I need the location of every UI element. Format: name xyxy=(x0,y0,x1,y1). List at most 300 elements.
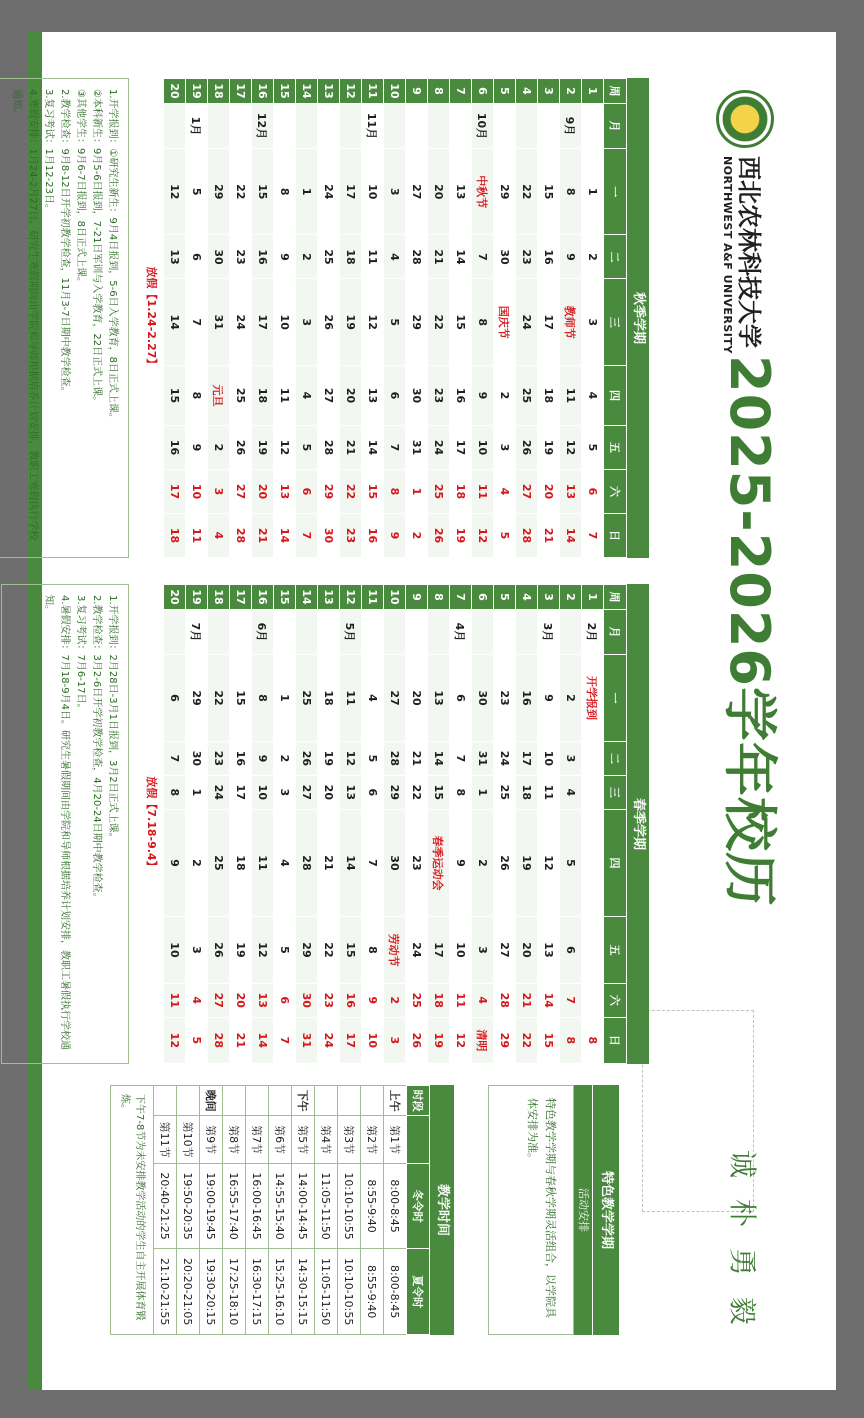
day-cell: 6 xyxy=(384,365,406,425)
period-label xyxy=(315,1086,338,1116)
month-label xyxy=(274,610,296,655)
spring-week-row xyxy=(450,585,472,1064)
spring-week-row xyxy=(428,585,450,1064)
fall-note-line: 4.寒假安排：1月24-2月27日。研究生寒假期间由学院和导师根据培养计划安排，教职工寒假执行学校通知。 xyxy=(11,89,38,541)
day-cell: 13 xyxy=(538,917,560,984)
month-label xyxy=(296,104,318,149)
month-label xyxy=(516,610,538,655)
feature-subtitle: 活动安排 xyxy=(574,1085,593,1335)
teaching-time-table xyxy=(153,1085,430,1335)
day-cell: 22 xyxy=(208,655,230,742)
period-label xyxy=(361,1086,384,1116)
day-cell: 24 xyxy=(516,279,538,365)
time-row xyxy=(246,1086,269,1335)
fall-semester-title: 秋季学期 xyxy=(627,78,649,558)
day-cell: 10 xyxy=(450,917,472,984)
day-cell: 23 xyxy=(340,513,362,557)
day-cell: 2 xyxy=(384,983,406,1017)
winter-time: 8:00-8:45 xyxy=(384,1163,407,1249)
week-number: 2 xyxy=(560,585,582,610)
day-cell: 4 xyxy=(472,983,494,1017)
day-cell: 18 xyxy=(428,983,450,1017)
day-cell: 19 xyxy=(516,809,538,916)
day-cell: 19 xyxy=(538,426,560,470)
day-cell: 2 xyxy=(472,809,494,916)
week-number: 14 xyxy=(296,585,318,610)
day-cell: 7 xyxy=(296,513,318,557)
day-cell: 10 xyxy=(252,775,274,809)
day-cell: 27 xyxy=(406,149,428,235)
month-label xyxy=(560,610,582,655)
day-cell: 30 xyxy=(472,655,494,742)
day-cell: 28 xyxy=(230,513,252,557)
day-cell: 8 xyxy=(362,917,384,984)
day-cell: 24 xyxy=(318,1017,340,1063)
day-cell: 3 xyxy=(208,469,230,513)
day-cell: 17 xyxy=(340,1017,362,1063)
spring-week-row xyxy=(384,585,406,1064)
class-slot: 第4节 xyxy=(315,1116,338,1163)
month-label xyxy=(406,610,428,655)
day-cell: 教师节 xyxy=(560,279,582,365)
day-cell: 12 xyxy=(362,279,384,365)
day-cell: 15 xyxy=(428,775,450,809)
day-cell: 29 xyxy=(208,149,230,235)
day-cell: 8 xyxy=(560,149,582,235)
day-cell: 9 xyxy=(384,513,406,557)
day-cell: 8 xyxy=(450,775,472,809)
fall-weekday-header: 四 xyxy=(604,365,627,425)
day-cell: 24 xyxy=(406,917,428,984)
fall-week-row xyxy=(384,79,406,558)
day-cell: 12 xyxy=(450,1017,472,1063)
day-cell: 26 xyxy=(494,809,516,916)
school-name-cn: 西北农林科技大学 xyxy=(735,156,764,348)
day-cell: 21 xyxy=(252,513,274,557)
day-cell: 26 xyxy=(406,1017,428,1063)
day-cell: 29 xyxy=(494,149,516,235)
month-label xyxy=(384,610,406,655)
day-cell: 20 xyxy=(230,983,252,1017)
day-cell: 14 xyxy=(362,426,384,470)
day-cell: 29 xyxy=(406,279,428,365)
fall-week-row xyxy=(164,79,186,558)
summer-time: 17:25-18:10 xyxy=(223,1249,246,1335)
time-row xyxy=(338,1086,361,1335)
day-cell: 17 xyxy=(164,469,186,513)
day-cell: 28 xyxy=(318,426,340,470)
day-cell: 29 xyxy=(494,1017,516,1063)
day-cell: 21 xyxy=(516,983,538,1017)
day-cell: 25 xyxy=(406,983,428,1017)
day-cell: 30 xyxy=(208,235,230,279)
summer-time: 10:10-10:55 xyxy=(338,1249,361,1335)
day-cell: 4 xyxy=(560,775,582,809)
winter-time: 20:40-21:25 xyxy=(154,1163,177,1249)
spring-week-row xyxy=(472,585,494,1064)
day-cell: 25 xyxy=(318,235,340,279)
day-cell: 18 xyxy=(230,809,252,916)
day-cell: 9 xyxy=(164,809,186,916)
day-cell: 12 xyxy=(274,426,296,470)
day-cell: 9 xyxy=(450,809,472,916)
day-cell: 22 xyxy=(516,1017,538,1063)
day-cell: 22 xyxy=(428,279,450,365)
day-cell: 25 xyxy=(296,655,318,742)
day-cell: 31 xyxy=(208,279,230,365)
day-cell: 12 xyxy=(252,917,274,984)
day-cell: 1 xyxy=(582,149,604,235)
spring-week-row xyxy=(340,585,362,1064)
day-cell: 20 xyxy=(340,365,362,425)
day-cell: 20 xyxy=(406,655,428,742)
day-cell: 5 xyxy=(274,917,296,984)
week-number: 5 xyxy=(494,79,516,104)
week-number: 11 xyxy=(362,585,384,610)
day-cell: 17 xyxy=(252,279,274,365)
day-cell: 22 xyxy=(516,149,538,235)
spring-week-row xyxy=(296,585,318,1064)
month-label xyxy=(318,104,340,149)
day-cell: 26 xyxy=(230,426,252,470)
day-cell: 3 xyxy=(472,917,494,984)
fall-week-row xyxy=(252,79,274,558)
day-cell: 17 xyxy=(428,917,450,984)
month-label xyxy=(428,104,450,149)
spring-break-label: 放假【7.18-9.4】 xyxy=(142,585,164,1064)
day-cell: 21 xyxy=(340,426,362,470)
month-label xyxy=(230,610,252,655)
fall-note-line: ②本科新生：9月5-6日报到，7-21日军训与入学教育，22日正式上课。 xyxy=(91,89,102,407)
day-cell xyxy=(582,809,604,916)
day-cell: 21 xyxy=(230,1017,252,1063)
month-label xyxy=(362,610,384,655)
day-cell: 17 xyxy=(340,149,362,235)
spring-note-line: 1.开学报到：2月28日-3月1日报到，3月2日正式上课。 xyxy=(107,595,118,843)
winter-time: 14:55-15:40 xyxy=(269,1163,292,1249)
day-cell: 10 xyxy=(362,149,384,235)
period-label: 下午 xyxy=(292,1086,315,1116)
day-cell: 18 xyxy=(164,513,186,557)
day-cell: 清明 xyxy=(472,1017,494,1063)
fall-weekday-header: 一 xyxy=(604,149,627,235)
day-cell: 2 xyxy=(560,655,582,742)
day-cell: 31 xyxy=(406,426,428,470)
day-cell: 29 xyxy=(384,775,406,809)
day-cell: 19 xyxy=(428,1017,450,1063)
winter-time: 16:55-17:40 xyxy=(223,1163,246,1249)
month-label: 5月 xyxy=(340,610,362,655)
day-cell: 10 xyxy=(472,426,494,470)
week-number: 5 xyxy=(494,585,516,610)
summer-time: 8:55-9:40 xyxy=(361,1249,384,1335)
week-number: 7 xyxy=(450,79,472,104)
week-number: 11 xyxy=(362,79,384,104)
day-cell: 18 xyxy=(252,365,274,425)
week-number: 4 xyxy=(516,79,538,104)
day-cell: 23 xyxy=(428,365,450,425)
day-cell: 4 xyxy=(362,655,384,742)
day-cell: 21 xyxy=(406,742,428,776)
day-cell: 2 xyxy=(274,742,296,776)
day-cell: 3 xyxy=(494,426,516,470)
fall-week-row xyxy=(428,79,450,558)
day-cell: 7 xyxy=(164,742,186,776)
day-cell: 14 xyxy=(538,983,560,1017)
day-cell: 12 xyxy=(560,426,582,470)
day-cell: 6 xyxy=(296,469,318,513)
day-cell: 11 xyxy=(186,513,208,557)
spring-week-row xyxy=(362,585,384,1064)
day-cell: 15 xyxy=(340,917,362,984)
time-header: 冬令时 xyxy=(407,1163,430,1249)
month-label: 3月 xyxy=(538,610,560,655)
day-cell: 4 xyxy=(494,469,516,513)
day-cell: 3 xyxy=(296,279,318,365)
fall-break-label: 放假【1.24-2.27】 xyxy=(142,79,164,558)
day-cell: 16 xyxy=(252,235,274,279)
period-label: 晚间 xyxy=(200,1086,223,1116)
day-cell: 7 xyxy=(362,809,384,916)
day-cell: 27 xyxy=(208,983,230,1017)
day-cell: 29 xyxy=(318,469,340,513)
time-row xyxy=(315,1086,338,1335)
day-cell: 22 xyxy=(406,775,428,809)
day-cell: 16 xyxy=(538,235,560,279)
day-cell: 14 xyxy=(340,809,362,916)
day-cell: 12 xyxy=(164,1017,186,1063)
day-cell: 16 xyxy=(450,365,472,425)
day-cell: 13 xyxy=(362,365,384,425)
day-cell: 10 xyxy=(362,1017,384,1063)
day-cell: 15 xyxy=(362,469,384,513)
day-cell: 14 xyxy=(428,742,450,776)
day-cell: 12 xyxy=(340,742,362,776)
day-cell: 8 xyxy=(472,279,494,365)
fall-note-line: 2.教学检查：9月8-12日开学初教学检查，11月3-7日期中教学检查。 xyxy=(59,89,70,397)
day-cell: 7 xyxy=(186,279,208,365)
week-number: 1 xyxy=(582,585,604,610)
day-cell: 15 xyxy=(252,149,274,235)
day-cell: 27 xyxy=(384,655,406,742)
day-cell: 30 xyxy=(494,235,516,279)
day-cell: 1 xyxy=(186,775,208,809)
day-cell: 9 xyxy=(252,742,274,776)
day-cell: 16 xyxy=(362,513,384,557)
fall-calendar-table xyxy=(141,78,627,558)
day-cell: 20 xyxy=(538,469,560,513)
day-cell: 17 xyxy=(230,775,252,809)
day-cell: 9 xyxy=(362,983,384,1017)
week-number: 18 xyxy=(208,79,230,104)
day-cell: 8 xyxy=(186,365,208,425)
day-cell: 2 xyxy=(494,365,516,425)
day-cell: 30 xyxy=(318,513,340,557)
week-number: 14 xyxy=(296,79,318,104)
day-cell: 5 xyxy=(186,149,208,235)
spring-week-row xyxy=(252,585,274,1064)
week-number: 13 xyxy=(318,585,340,610)
day-cell: 2 xyxy=(406,513,428,557)
spring-break-row xyxy=(142,585,164,1064)
day-cell: 11 xyxy=(538,775,560,809)
day-cell: 6 xyxy=(362,775,384,809)
spring-week-row xyxy=(274,585,296,1064)
day-cell: 劳动节 xyxy=(384,917,406,984)
day-cell: 23 xyxy=(318,983,340,1017)
summer-time: 14:30-15:15 xyxy=(292,1249,315,1335)
day-cell: 10 xyxy=(186,469,208,513)
class-slot: 第2节 xyxy=(361,1116,384,1163)
teaching-time-title: 教学时间 xyxy=(430,1085,454,1335)
winter-time: 8:55-9:40 xyxy=(361,1163,384,1249)
day-cell: 21 xyxy=(538,513,560,557)
day-cell: 31 xyxy=(472,742,494,776)
summer-time: 15:25-16:10 xyxy=(269,1249,292,1335)
winter-time: 10:10-10:55 xyxy=(338,1163,361,1249)
day-cell: 8 xyxy=(252,655,274,742)
spring-weekday-header: 四 xyxy=(604,809,627,916)
day-cell: 30 xyxy=(296,983,318,1017)
day-cell: 19 xyxy=(318,742,340,776)
fall-week-row xyxy=(318,79,340,558)
month-label: 7月 xyxy=(186,610,208,655)
fall-week-row xyxy=(450,79,472,558)
day-cell: 20 xyxy=(428,149,450,235)
day-cell: 15 xyxy=(164,365,186,425)
day-cell: 10 xyxy=(274,279,296,365)
week-number: 15 xyxy=(274,585,296,610)
week-number: 8 xyxy=(428,585,450,610)
period-label xyxy=(177,1086,200,1116)
spring-note-line: 2.教学检查：3月2-6日开学初教学检查，4月20-24日期中教学检查。 xyxy=(91,595,102,903)
winter-time: 16:00-16:45 xyxy=(246,1163,269,1249)
day-cell: 18 xyxy=(450,469,472,513)
day-cell: 9 xyxy=(472,365,494,425)
day-cell: 春季运动会 xyxy=(428,809,450,916)
day-cell: 22 xyxy=(318,917,340,984)
fall-note-line: 1.开学报到：①研究生新生：9月4日报到，5-6日入学教育，8日正式上课。 xyxy=(107,89,118,423)
week-number: 7 xyxy=(450,585,472,610)
day-cell: 2 xyxy=(582,235,604,279)
day-cell: 4 xyxy=(384,235,406,279)
day-cell: 21 xyxy=(318,809,340,916)
spring-week-row xyxy=(516,585,538,1064)
day-cell: 7 xyxy=(274,1017,296,1063)
day-cell: 11 xyxy=(274,365,296,425)
day-cell: 4 xyxy=(274,809,296,916)
month-label xyxy=(494,610,516,655)
day-cell: 18 xyxy=(538,365,560,425)
day-cell: 26 xyxy=(296,742,318,776)
day-cell xyxy=(582,775,604,809)
day-cell: 27 xyxy=(230,469,252,513)
day-cell: 5 xyxy=(560,809,582,916)
day-cell: 18 xyxy=(318,655,340,742)
fall-week-row xyxy=(296,79,318,558)
month-label xyxy=(164,610,186,655)
class-slot: 第9节 xyxy=(200,1116,223,1163)
day-cell: 28 xyxy=(494,983,516,1017)
day-cell: 5 xyxy=(186,1017,208,1063)
day-cell: 8 xyxy=(384,469,406,513)
day-cell xyxy=(582,983,604,1017)
day-cell: 4 xyxy=(186,983,208,1017)
spring-week-row xyxy=(538,585,560,1064)
week-number: 9 xyxy=(406,585,428,610)
month-label xyxy=(274,104,296,149)
spring-week-row xyxy=(494,585,516,1064)
summer-time: 8:00-8:45 xyxy=(384,1249,407,1335)
day-cell: 5 xyxy=(494,513,516,557)
class-slot: 第6节 xyxy=(269,1116,292,1163)
fall-week-row xyxy=(472,79,494,558)
day-cell: 16 xyxy=(230,742,252,776)
week-number: 16 xyxy=(252,79,274,104)
week-number: 3 xyxy=(538,79,560,104)
day-cell: 2 xyxy=(186,809,208,916)
feature-body: 特色教学学期与春秋学期灵活组合，以学院具体安排为准。 xyxy=(488,1085,574,1335)
week-number: 12 xyxy=(340,585,362,610)
day-cell: 16 xyxy=(340,983,362,1017)
day-cell: 3 xyxy=(560,742,582,776)
day-cell: 4 xyxy=(208,513,230,557)
day-cell: 28 xyxy=(384,742,406,776)
day-cell: 6 xyxy=(450,655,472,742)
spring-week-row xyxy=(164,585,186,1064)
day-cell: 17 xyxy=(450,426,472,470)
week-number: 19 xyxy=(186,585,208,610)
day-cell: 5 xyxy=(362,742,384,776)
time-row xyxy=(154,1086,177,1335)
school-logo xyxy=(716,90,774,354)
spring-weekday-header: 三 xyxy=(604,775,627,809)
winter-time: 19:50-20:35 xyxy=(177,1163,200,1249)
day-cell: 13 xyxy=(428,655,450,742)
day-cell: 30 xyxy=(384,809,406,916)
day-cell: 13 xyxy=(164,235,186,279)
day-cell: 19 xyxy=(252,426,274,470)
spring-notes xyxy=(1,584,129,1064)
time-row xyxy=(361,1086,384,1335)
period-label xyxy=(223,1086,246,1116)
day-cell: 4 xyxy=(582,365,604,425)
fall-week-row xyxy=(186,79,208,558)
day-cell: 11 xyxy=(164,983,186,1017)
day-cell: 24 xyxy=(208,775,230,809)
spring-weekday-header: 周 xyxy=(604,585,627,610)
period-label: 上午 xyxy=(384,1086,407,1116)
day-cell: 26 xyxy=(318,279,340,365)
teaching-time-panel xyxy=(110,1085,454,1335)
month-label: 4月 xyxy=(450,610,472,655)
fall-week-row xyxy=(494,79,516,558)
day-cell: 9 xyxy=(186,426,208,470)
day-cell: 30 xyxy=(186,742,208,776)
month-label: 9月 xyxy=(560,104,582,149)
day-cell: 7 xyxy=(560,983,582,1017)
day-cell: 8 xyxy=(274,149,296,235)
day-cell: 9 xyxy=(274,235,296,279)
day-cell: 8 xyxy=(560,1017,582,1063)
month-label: 2月 xyxy=(582,610,604,655)
day-cell: 9 xyxy=(560,235,582,279)
period-label xyxy=(154,1086,177,1116)
fall-week-row xyxy=(582,79,604,558)
day-cell: 15 xyxy=(450,279,472,365)
spring-semester-title: 春季学期 xyxy=(627,584,649,1064)
month-label xyxy=(494,104,516,149)
